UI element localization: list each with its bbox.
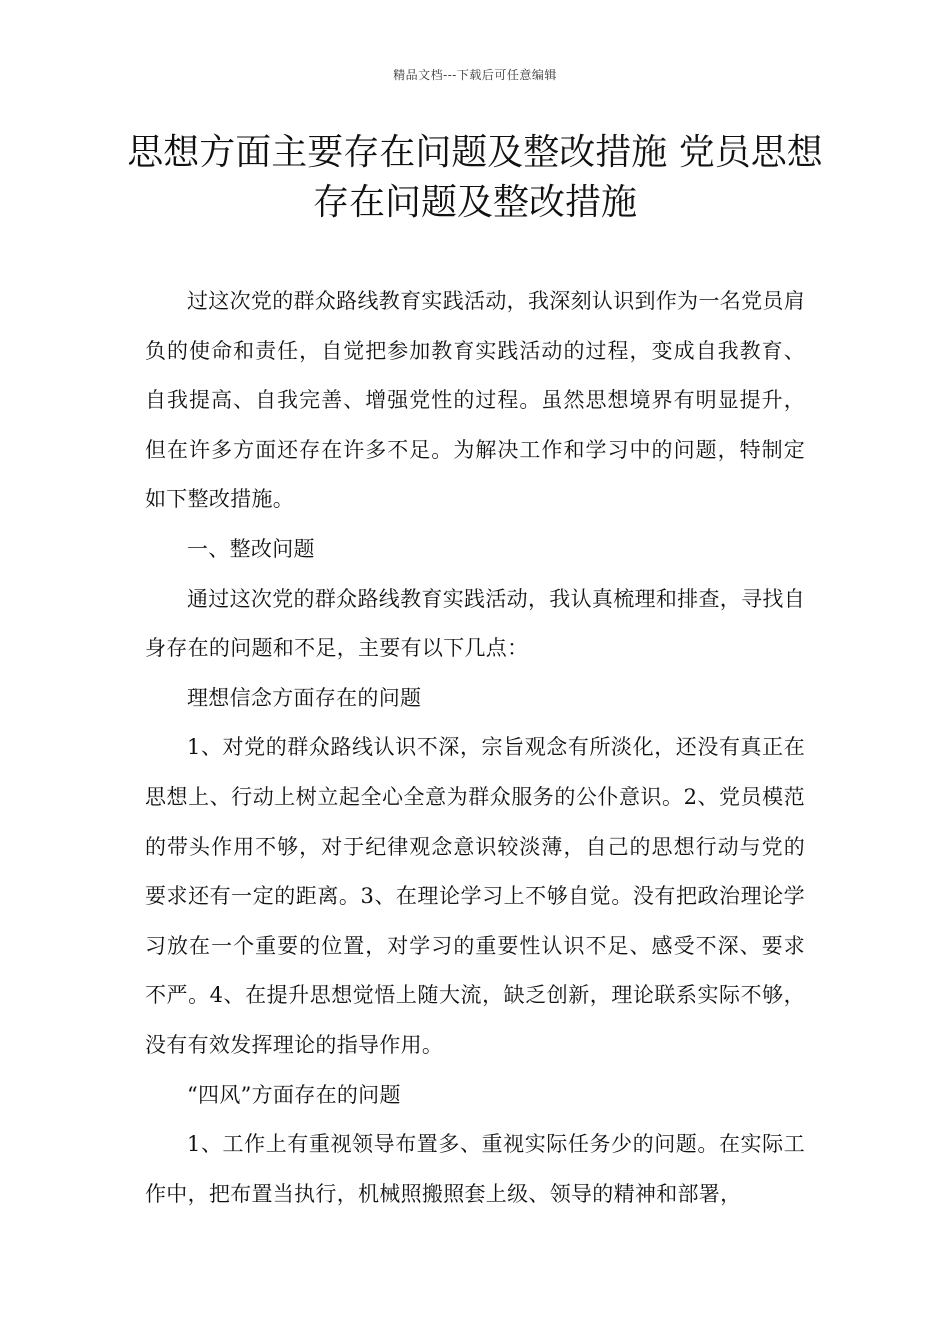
subheading-four-winds: “四风”方面存在的问题 [187, 1082, 401, 1107]
section-heading-rectification-issues: 一、整改问题 [187, 536, 315, 561]
paragraph-four-winds-issues: 1、工作上有重视领导布置多、重视实际任务少的问题。在实际工作中，把布置当执行，机械照搬照套上级、领导的精神和部署， [145, 1132, 805, 1206]
paragraph-ideals-beliefs-issues: 1、对党的群众路线认识不深，宗旨观念有所淡化，还没有真正在思想上、行动上树立起全心全意为群众服务的公仆意识。2、党员模范的带头作用不够，对于纪律观念意识较淡薄，自己的思想行动与党的要求还有一定的距离。3、在理论学习上不够自觉。没有把政治理论学习放在一个重要的位置，对学习的重要性认识不足、感受不深、要求不严。4、在提升思想觉悟上随大流，缺乏创新，理论联系实际不够，没有有效发挥理论的指导作用。 [145, 735, 805, 1057]
paragraph-intro: 过这次党的群众路线教育实践活动，我深刻认识到作为一名党员肩负的使命和责任，自觉把参加教育实践活动的过程，变成自我教育、自我提高、自我完善、增强党性的过程。虽然思想境界有明显提升，但在许多方面还存在许多不足。为解决工作和学习中的问题，特制定如下整改措施。 [145, 289, 805, 512]
document-body [145, 277, 805, 1219]
page-header: 精品文档---下载后可任意编辑 [393, 68, 557, 82]
document-title: 思想方面主要存在问题及整改措施 党员思想存在问题及整改措施 [127, 132, 823, 223]
subheading-ideals-beliefs: 理想信念方面存在的问题 [187, 685, 422, 710]
paragraph-self-review: 通过这次党的群众路线教育实践活动，我认真梳理和排查，寻找自身存在的问题和不足，主要有以下几点： [145, 586, 805, 661]
